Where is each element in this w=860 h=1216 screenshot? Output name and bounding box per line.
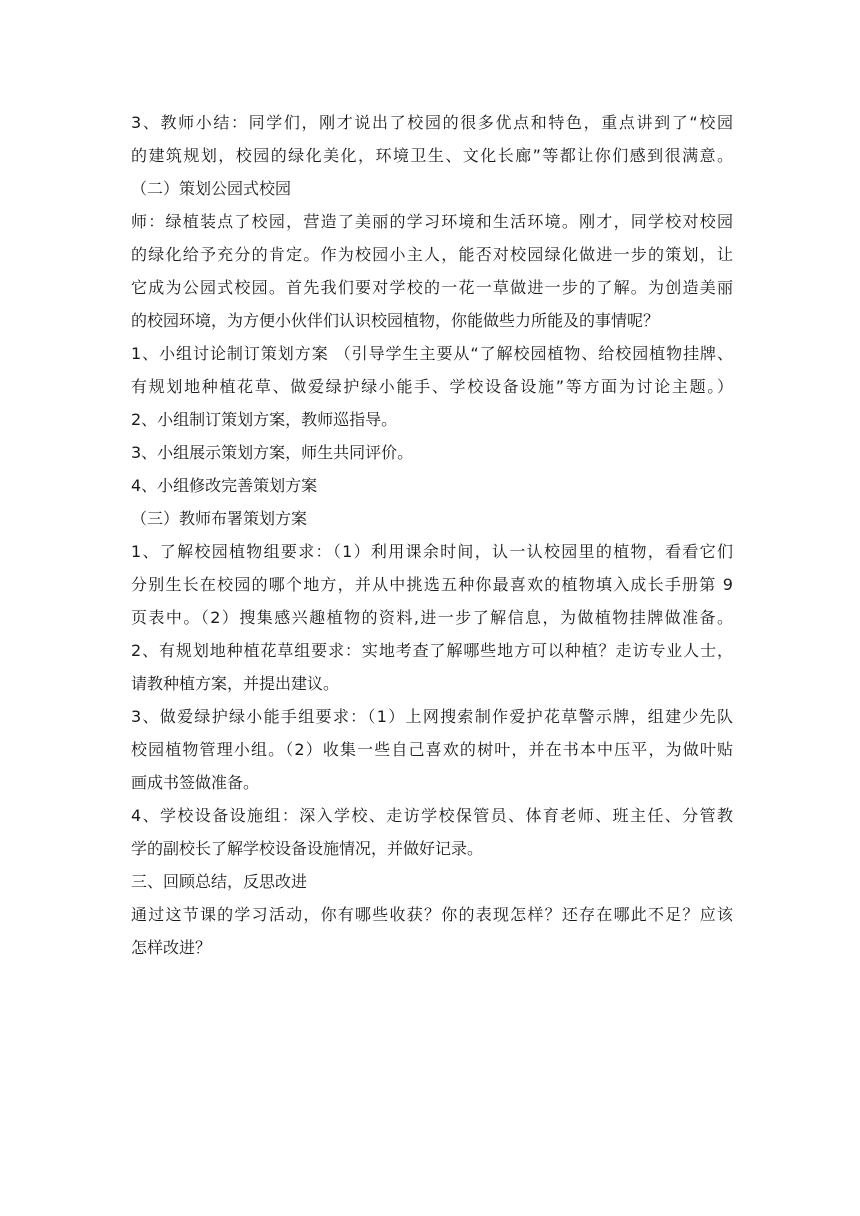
paragraph-line: 2、小组制订策划方案，教师巡指导。 — [131, 410, 398, 429]
paragraph-line: 的校园环境，为方便小伙伴们认识校园植物，你能做些力所能及的事情呢？ — [131, 311, 660, 330]
paragraph-line: 它成为公园式校园。首先我们要对学校的一花一草做进一步的了解。为创造美丽 — [131, 278, 733, 297]
section-heading: （二）策划公园式校园 — [131, 179, 292, 198]
paragraph-line: 的绿化给予充分的肯定。作为校园小主人，能否对校园绿化做进一步的策划，让 — [131, 245, 733, 264]
document-body — [131, 106, 733, 964]
paragraph-line: 请教种植方案，并提出建议。 — [131, 674, 340, 693]
paragraph-line: 校园植物管理小组。（2）收集一些自己喜欢的树叶，并在书本中压平，为做叶贴 — [131, 740, 733, 759]
paragraph-line: 怎样改进？ — [131, 938, 212, 957]
paragraph-line: 3、小组展示策划方案，师生共同评价。 — [131, 443, 414, 462]
section-heading: 三、回顾总结，反思改进 — [131, 872, 308, 891]
paragraph-line: 3、做爱绿护绿小能手组要求：（1）上网搜索制作爱护花草警示牌，组建少先队 — [131, 707, 733, 726]
paragraph-line: 学的副校长了解学校设备设施情况，并做好记录。 — [131, 839, 484, 858]
paragraph-line: 通过这节课的学习活动，你有哪些收获？你的表现怎样？还存在哪此不足？应该 — [131, 905, 733, 924]
paragraph-line: 3、教师小结：同学们，刚才说出了校园的很多优点和特色，重点讲到了“校园 — [131, 113, 733, 132]
paragraph-line: 有规划地种植花草、做爱绿护绿小能手、学校设备设施”等方面为讨论主题。） — [131, 377, 733, 396]
paragraph-line: 4、小组修改完善策划方案 — [131, 476, 318, 495]
paragraph-line: 1、了解校园植物组要求：（1）利用课余时间，认一认校园里的植物，看看它们 — [131, 542, 733, 561]
paragraph-line: 1、小组讨论制订策划方案 （引导学生主要从“了解校园植物、给校园植物挂牌、 — [131, 344, 733, 363]
paragraph-line: 的建筑规划，校园的绿化美化，环境卫生、文化长廊”等都让你们感到很满意。 — [131, 146, 733, 165]
paragraph-line: 4、学校设备设施组：深入学校、走访学校保管员、体育老师、班主任、分管教 — [131, 806, 733, 825]
paragraph-line: 画成书签做准备。 — [131, 773, 260, 792]
section-heading: （三）教师布署策划方案 — [131, 509, 308, 528]
paragraph-line: 2、有规划地种植花草组要求：实地考查了解哪些地方可以种植？走访专业人士， — [131, 641, 733, 660]
paragraph-line: 分别生长在校园的哪个地方，并从中挑选五种你最喜欢的植物填入成长手册第 9 — [131, 575, 733, 594]
paragraph-line: 师：绿植装点了校园，营造了美丽的学习环境和生活环境。刚才，同学校对校园 — [131, 212, 733, 231]
paragraph-line: 页表中。（2）搜集感兴趣植物的资料,进一步了解信息，为做植物挂牌做准备。 — [131, 608, 733, 627]
